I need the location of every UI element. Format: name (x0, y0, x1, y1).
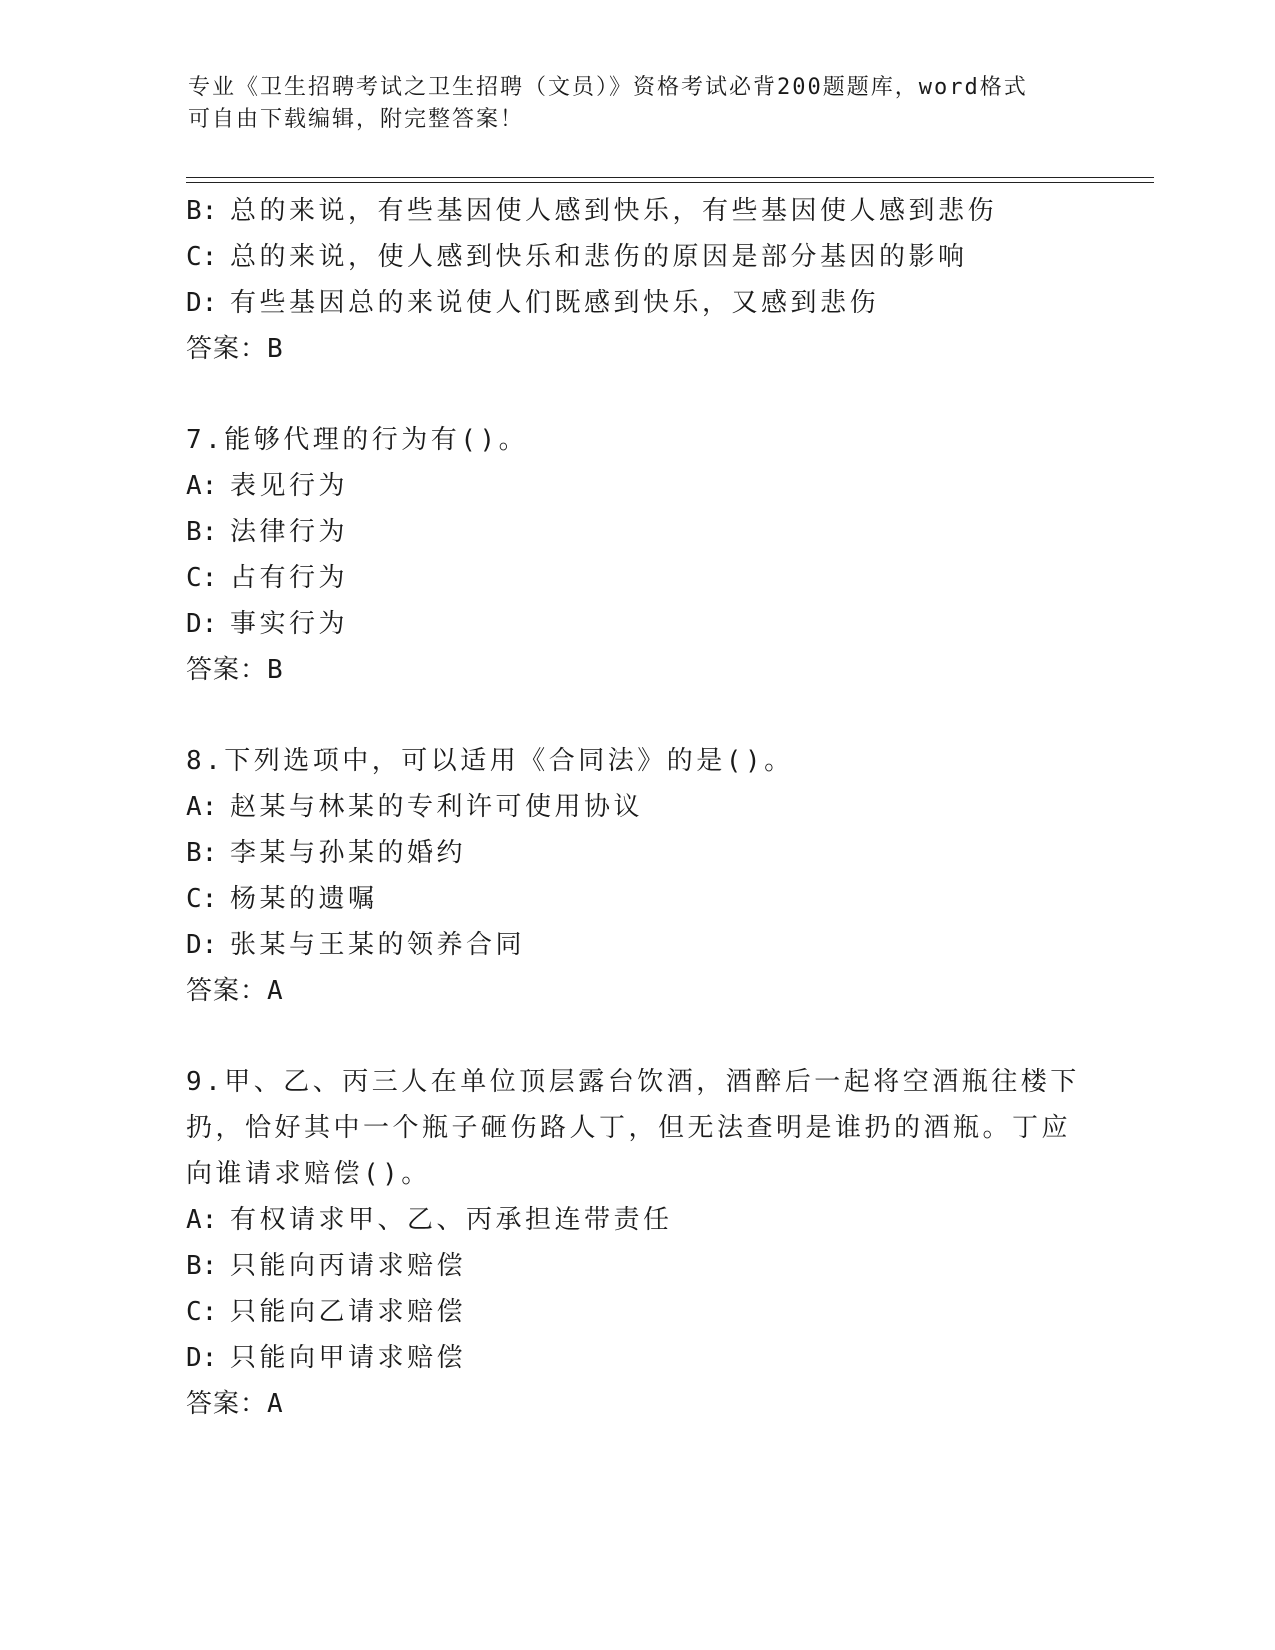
option-key: B: (186, 838, 218, 868)
header-title-line-1: 专业《卫生招聘考试之卫生招聘（文员）》资格考试必背200题题库，word格式 (188, 75, 1028, 100)
option-text: 事实行为 (230, 609, 349, 639)
option-text: 张某与王某的领养合同 (230, 930, 526, 960)
question-stem-line-3: 向谁请求赔偿()。 (186, 1159, 431, 1189)
option-text: 总的来说，有些基因使人感到快乐，有些基因使人感到悲伤 (230, 196, 998, 226)
answer-line: 答案：A (186, 976, 284, 1006)
option-key: D: (186, 930, 218, 960)
option-text: 李某与孙某的婚约 (230, 838, 467, 868)
option-a (186, 784, 1086, 830)
option-key: A: (186, 471, 218, 501)
option-key: B: (186, 1251, 218, 1281)
option-b (186, 830, 1086, 876)
option-key: C: (186, 884, 218, 914)
option-b (186, 1243, 1086, 1289)
option-a (186, 463, 1086, 509)
option-key: B: (186, 196, 218, 226)
option-key: C: (186, 1297, 218, 1327)
option-key: C: (186, 563, 218, 593)
question-8 (186, 738, 1086, 1014)
answer-line: 答案：B (186, 334, 284, 364)
option-key: B: (186, 517, 218, 547)
option-d (186, 601, 1086, 647)
option-text: 赵某与林某的专利许可使用协议 (230, 792, 644, 822)
question-stem-line-1: 9.甲、乙、丙三人在单位顶层露台饮酒，酒醉后一起将空酒瓶往楼下 (186, 1067, 1080, 1097)
option-key: D: (186, 609, 218, 639)
answer-line: 答案：B (186, 655, 284, 685)
question-stem-line-2: 扔，恰好其中一个瓶子砸伤路人丁，但无法查明是谁扔的酒瓶。丁应 (186, 1113, 1072, 1143)
option-key: A: (186, 792, 218, 822)
question-stem: 8.下列选项中，可以适用《合同法》的是()。 (186, 746, 794, 776)
header-title-line-2: 可自由下载编辑，附完整答案！ (188, 107, 525, 132)
option-key: D: (186, 288, 218, 318)
option-a (186, 1197, 1086, 1243)
option-b (186, 188, 1086, 234)
option-c (186, 555, 1086, 601)
header-rule-bottom (186, 182, 1154, 183)
option-text: 占有行为 (230, 563, 349, 593)
answer-line: 答案：A (186, 1389, 284, 1419)
option-text: 有权请求甲、乙、丙承担连带责任 (230, 1205, 673, 1235)
option-c (186, 876, 1086, 922)
question-content (186, 188, 1086, 1427)
option-c (186, 234, 1086, 280)
option-b (186, 509, 1086, 555)
option-text: 只能向乙请求赔偿 (230, 1297, 467, 1327)
option-text: 只能向丙请求赔偿 (230, 1251, 467, 1281)
header-rule-top (186, 177, 1154, 178)
option-text: 表见行为 (230, 471, 349, 501)
question-stem: 7.能够代理的行为有()。 (186, 425, 529, 455)
option-d (186, 922, 1086, 968)
question-6-tail (186, 188, 1086, 372)
option-text: 总的来说，使人感到快乐和悲伤的原因是部分基因的影响 (230, 242, 968, 272)
option-text: 有些基因总的来说使人们既感到快乐，又感到悲伤 (230, 288, 880, 318)
question-7 (186, 417, 1086, 693)
option-c (186, 1289, 1086, 1335)
option-text: 法律行为 (230, 517, 349, 547)
option-text: 只能向甲请求赔偿 (230, 1343, 467, 1373)
document-header (188, 72, 1068, 136)
option-d (186, 280, 1086, 326)
option-text: 杨某的遗嘱 (230, 884, 378, 914)
question-9 (186, 1059, 1086, 1427)
option-key: D: (186, 1343, 218, 1373)
option-d (186, 1335, 1086, 1381)
option-key: C: (186, 242, 218, 272)
option-key: A: (186, 1205, 218, 1235)
